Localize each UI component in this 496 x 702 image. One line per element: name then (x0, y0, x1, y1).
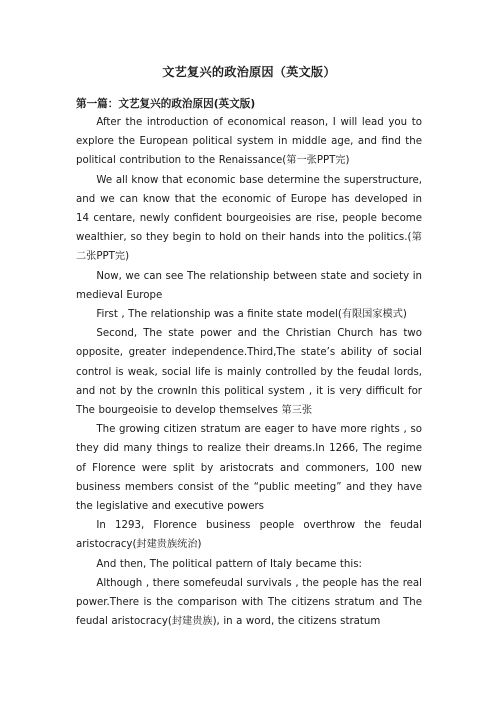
paragraph-5: Second, The state power and the Christian Church has two opposite, greater independence.Third,The state’s ability of social control is weak, social life is mainly controlled by the feudal lords, and not by the crownIn this political system , it is very difficult for The bourgeoisie to develop themselves 第三张 (76, 328, 422, 417)
paragraph-6: The growing citizen stratum are eager to have more rights , so they did many things to realize their dreams.In 1266, The regime of Florence were split by aristocrats and commoners, 100 new business members consist of the “public meeting” and they have the legislative and executive powers (76, 424, 422, 513)
paragraph-2: We all know that economic base determine the superstructure, and we can know that the economic of Europe has developed in 14 centare, newly confident bourgeoisies are rise, people become wealthier, so they begin to hold on their hands into the politics.(第二张PPT完) (76, 174, 422, 263)
paragraph-9: Although , there somefeudal survivals , the people has the real power.There is the comparison with The citizens stratum and The feudal aristocracy(封建贵族), in a word, the citizens stratum (76, 577, 422, 628)
document-title: 文艺复兴的政治原因（英文版） (162, 65, 336, 79)
section-heading: 第一篇：文艺复兴的政治原因(英文版) (76, 98, 256, 110)
paragraph-8: And then, The political pattern of Italy became this: (96, 558, 362, 570)
paragraph-4: First , The relationship was a finite state model(有限国家模式) (96, 309, 407, 321)
paragraph-7: In 1293, Florence business people overthrow the feudal aristocracy(封建贵族统治) (76, 520, 422, 551)
document-body (76, 113, 422, 631)
paragraph-1: After the introduction of economical reason, I will lead you to explore the European political system in middle age, and find the political contribution to the Renaissance(第一张PPT完) (76, 117, 422, 167)
paragraph-3: Now, we can see The relationship between state and society in medieval Europe (76, 270, 422, 301)
